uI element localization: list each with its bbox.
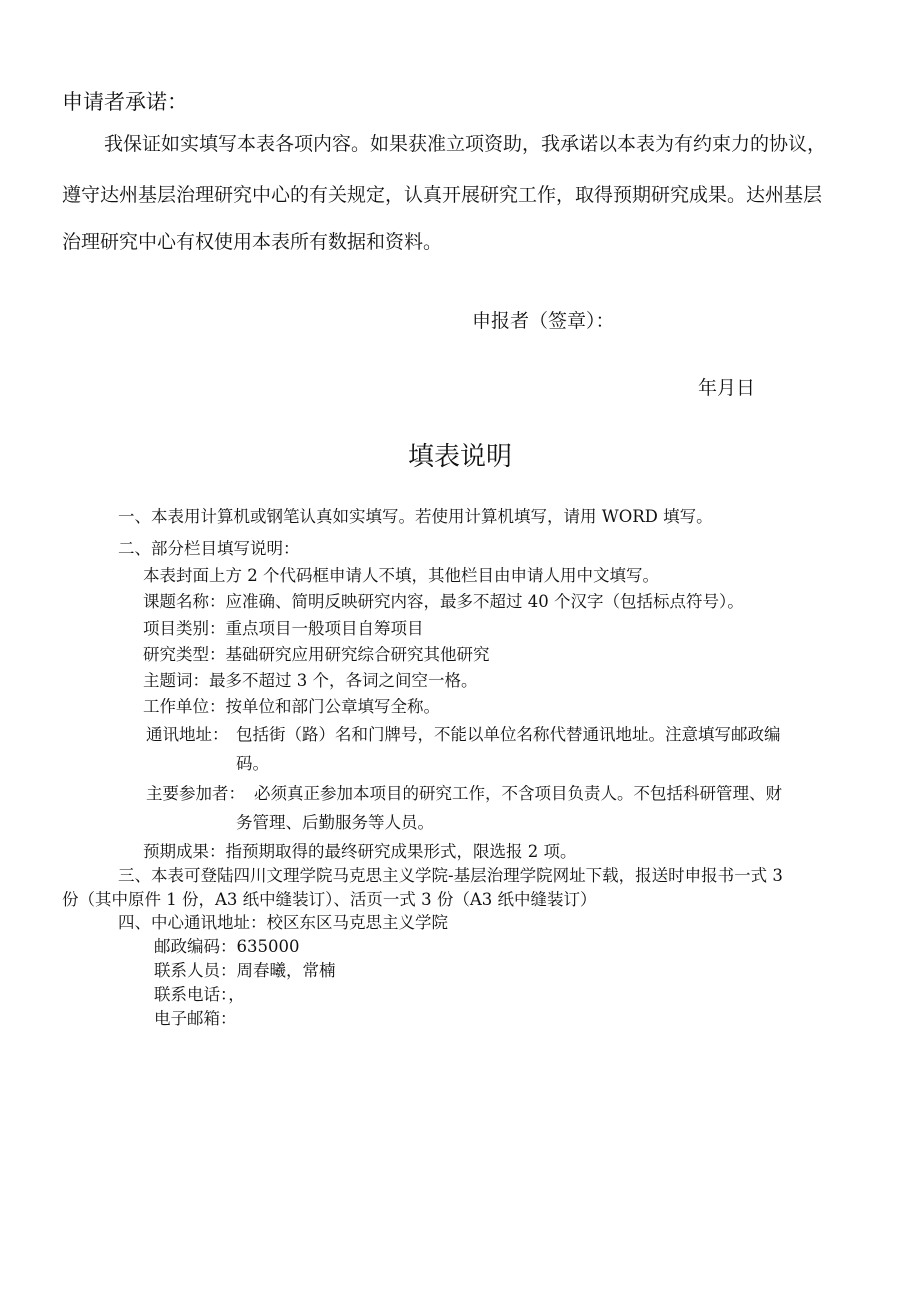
commitment-text-line-1: 我保证如实填写本表各项内容。如果获准立项资助，我承诺以本表为有约束力的协议， [104,133,827,155]
signer-signature-label: 申报者（签章）： [472,310,615,332]
contact-phone: 联系电话：， [154,985,245,1004]
field-note-address-line-2: 码。 [236,754,269,773]
instruction-item-3-line-2: 份（其中原件 1 份，A3 纸中缝装订）、活页一式 3 份（A3 纸中缝装订） [62,890,597,909]
field-note-address-line-1: 包括街（路）名和门牌号，不能以单位名称代替通讯地址。注意填写邮政编 [236,725,781,744]
field-note-expected-outcome: 预期成果：指预期取得的最终研究成果形式，限选报 2 项。 [143,842,577,861]
field-note-code-boxes: 本表封面上方 2 个代码框申请人不填，其他栏目由申请人用中文填写。 [143,566,659,585]
field-note-participants-line-1: 必须真正参加本项目的研究工作，不含项目负责人。不包括科研管理、财 [254,784,782,803]
field-note-research-type: 研究类型：基础研究应用研究综合研究其他研究 [143,645,490,664]
field-note-keywords: 主题词：最多不超过 3 个，各词之间空一格。 [143,671,478,690]
contact-persons: 联系人员：周春曦，常楠 [154,961,336,980]
instructions-title: 填表说明 [407,442,512,472]
instruction-item-2: 二、部分栏目填写说明： [118,539,300,558]
date-label: 年月日 [698,377,756,399]
field-note-project-category: 项目类别：重点项目一般项目自筹项目 [143,619,424,638]
instruction-item-3-line-1: 三、本表可登陆四川文理学院马克思主义学院-基层治理学院网址下载，报送时申报书一式 3 [118,866,783,885]
applicant-commitment-heading: 申请者承诺： [62,90,188,114]
field-note-address-label: 通讯地址： [146,725,229,744]
contact-postal-code: 邮政编码：635000 [154,937,300,956]
commitment-text-line-3: 治理研究中心有权使用本表所有数据和资料。 [62,231,443,253]
commitment-text-line-2: 遵守达州基层治理研究中心的有关规定，认真开展研究工作，取得预期研究成果。达州基层 [62,184,823,206]
field-note-participants-label: 主要参加者： [146,784,245,803]
instruction-item-1: 一、本表用计算机或钢笔认真如实填写。若使用计算机填写，请用 WORD 填写。 [118,507,713,526]
contact-email: 电子邮箱： [154,1009,237,1028]
field-note-participants-line-2: 务管理、后勤服务等人员。 [236,813,434,832]
instruction-item-4: 四、中心通讯地址：校区东区马克思主义学院 [118,913,448,932]
field-note-work-unit: 工作单位：按单位和部门公章填写全称。 [143,697,440,716]
field-note-project-title: 课题名称：应准确、简明反映研究内容，最多不超过 40 个汉字（包括标点符号）。 [143,592,744,611]
